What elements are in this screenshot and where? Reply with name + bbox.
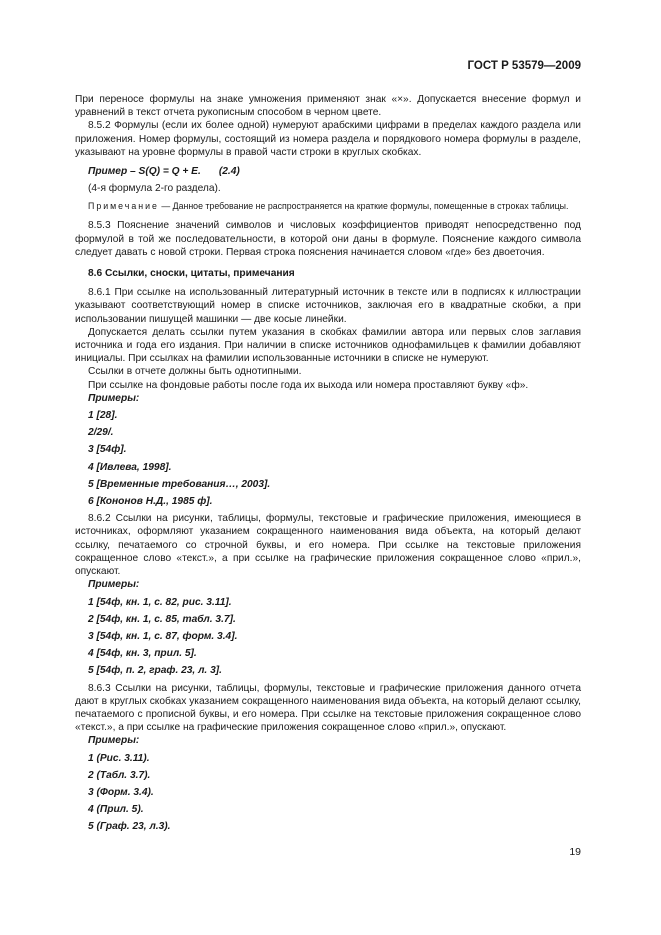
paragraph-references-author: Допускается делать ссылки путем указания в скобках фамилии автора или первых слов заглавия источника и года его издания. При наличии в списке источников однофамильцев к фамилии добавляют инициалы. При ссылках на фамилии использованные источники в списке не нумеруют. <box>75 326 581 365</box>
list-item: 3 [54ф, кн. 1, с. 87, форм. 3.4]. <box>88 630 238 642</box>
list-item: 5 [54ф, п. 2, граф. 23, л. 3]. <box>88 665 222 677</box>
note <box>75 200 581 212</box>
list-item: 2 (Табл. 3.7). <box>88 769 151 781</box>
formula-example-text: Пример – S(Q) = Q + E. <box>88 166 201 178</box>
examples-list-3 <box>75 752 581 834</box>
list-item: 4 [Ивлева, 1998]. <box>88 461 172 473</box>
paragraph-8-5-2: 8.5.2 Формулы (если их более одной) нумеруют арабскими цифрами в пределах каждого раздела или приложения. Номер формулы, состоящий из номера раздела и порядкового номера формулы в разделе, указывают на уровне формулы в правой части строки в круглых скобках. <box>75 120 581 158</box>
paragraph-references-fund: При ссылке на фондовые работы после года их выхода или номера проставляют букву «ф». <box>88 379 529 391</box>
formula-example <box>75 165 581 178</box>
paragraph-8-5-3: 8.5.3 Пояснение значений символов и числовых коэффициентов приводят непосредственно под формулой в той же последовательности, в которой они даны в формуле. Пояснение каждого символа следует давать с новой строки. Первая строка пояснения начинается словом «где» без двоеточия. <box>75 220 581 258</box>
examples-list-2 <box>75 596 581 678</box>
examples-label: Примеры: <box>88 735 140 747</box>
list-item: 4 (Прил. 5). <box>88 804 144 816</box>
paragraph-8-6-2: 8.6.2 Ссылки на рисунки, таблицы, формулы, текстовые и графические приложения, имеющиеся в источниках, оформляют указанием сокращенного наименования вида объекта, на который делают ссылку, печатаемого со строчной буквы, и его номера. При ссылке на текстовые приложения сокращенное слово «текст.», а при ссылке на графические приложения сокращенное слово «прил.», опускают. <box>75 513 581 578</box>
section-heading-8-6: 8.6 Ссылки, сноски, цитаты, примечания <box>88 268 295 280</box>
document-code: ГОСТ Р 53579—2009 <box>467 60 581 72</box>
examples-label: Примеры: <box>88 579 140 591</box>
list-item: 5 [Временные требования…, 2003]. <box>88 478 271 490</box>
examples-list-1 <box>75 409 581 508</box>
list-item: 5 (Граф. 23, л.3). <box>88 821 171 833</box>
paragraph-formula-transfer: При переносе формулы на знаке умножения применяют знак «×». Допускается внесение формул и уравнений в текст отчета рукописным способом в черном цвете. <box>75 94 581 119</box>
list-item: 3 (Форм. 3.4). <box>88 786 154 798</box>
page-number: 19 <box>569 846 581 858</box>
list-item: 1 [28]. <box>88 410 118 422</box>
paragraph-references-uniform: Ссылки в отчете должны быть однотипными. <box>88 366 302 378</box>
list-item: 2/29/. <box>88 427 114 439</box>
note-text: — Данное требование не распространяется на краткие формулы, помещенные в строках таблицы. <box>158 201 569 212</box>
examples-label: Примеры: <box>88 392 140 404</box>
list-item: 3 [54ф]. <box>88 444 127 456</box>
paragraph-8-6-3: 8.6.3 Ссылки на рисунки, таблицы, формулы, текстовые и графические приложения данного отчета дают в круглых скобках указанием сокращенного наименования вида объекта, на который делают ссылку, печатаемого с прописной буквы, и его номера. При ссылке на текстовые приложения сокращенное слово «текст.», а при ссылке на графические приложения сокращенное слово «прил.», опускают. <box>75 682 581 734</box>
paragraph-8-6-1: 8.6.1 При ссылке на использованный литературный источник в тексте или в подписях к иллюстрации указывают соответствующий номер в списке источников, заключая его в квадратные скобки, а при использовании пишущей машинки — две косые линейки. <box>75 287 581 325</box>
list-item: 1 (Рис. 3.11). <box>88 752 150 764</box>
list-item: 2 [54ф, кн. 1, с. 85, табл. 3.7]. <box>88 613 236 625</box>
list-item: 1 [54ф, кн. 1, с. 82, рис. 3.11]. <box>88 596 232 608</box>
page-body <box>75 93 581 838</box>
list-item: 6 [Кононов Н.Д., 1985 ф]. <box>88 496 213 508</box>
list-item: 4 [54ф, кн. 3, прил. 5]. <box>88 648 197 660</box>
formula-description: (4-я формула 2-го раздела). <box>88 183 221 195</box>
formula-number: (2.4) <box>218 166 240 178</box>
note-label: Примечание <box>88 201 159 212</box>
